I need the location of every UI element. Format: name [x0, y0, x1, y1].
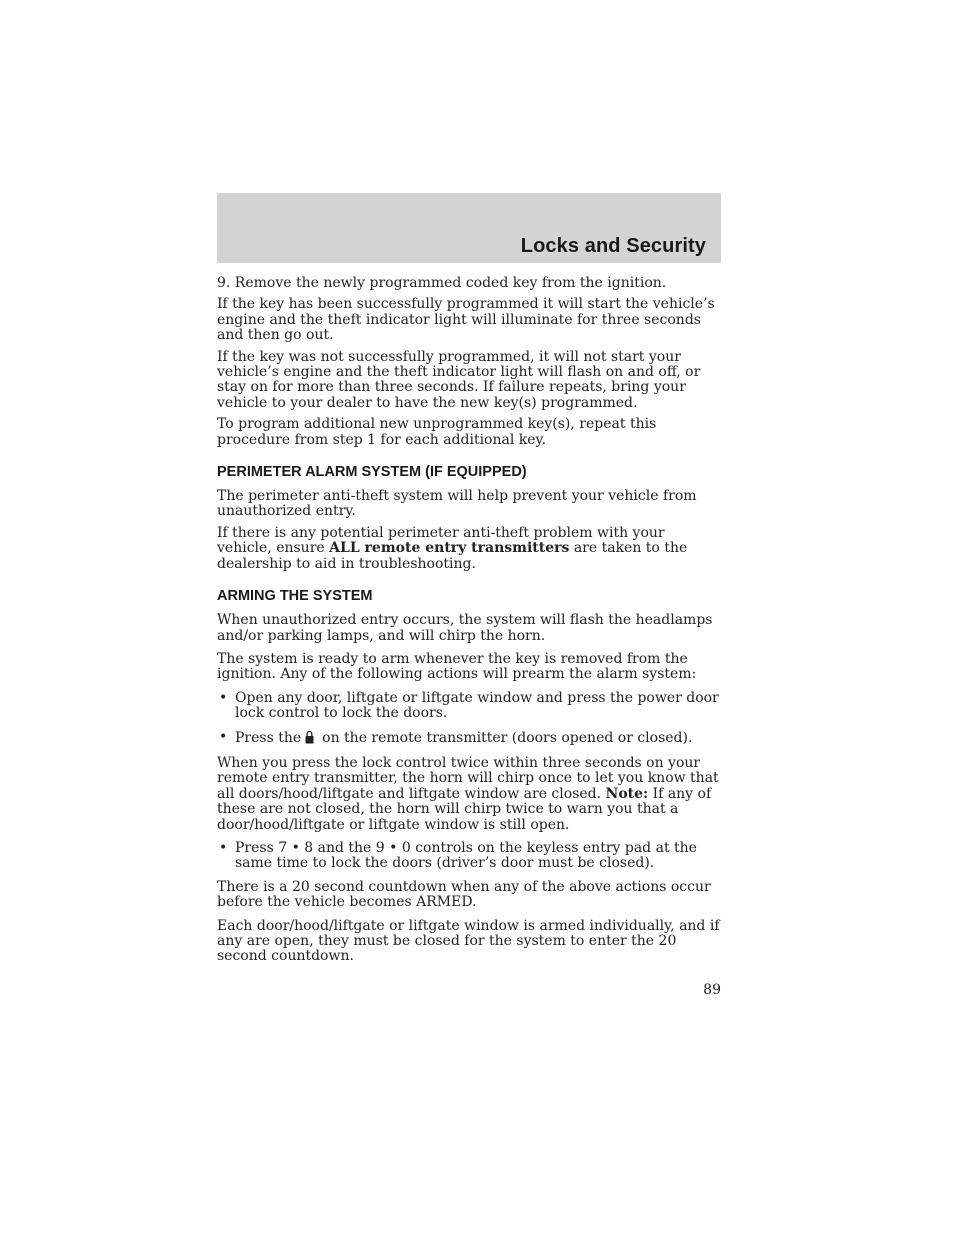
emphasis-transmitters: ALL remote entry transmitters — [329, 540, 570, 557]
text-span: on the remote transmitter (doors opened or closed). — [322, 729, 693, 746]
perimeter-intro-paragraph: The perimeter anti-theft system will help prevent your vehicle from unauthorized entry. — [217, 488, 697, 520]
keypad-actions-list — [217, 841, 721, 872]
list-item — [217, 730, 721, 748]
section-title: Locks and Security — [520, 235, 706, 257]
failure-paragraph: If the key was not successfully programmed, it will not start your vehicle’s engine and the theft indicator light will flash on and off, or stay on for more than three seconds. If failure repeats, bring your vehicle to your dealer to have the new key(s) programmed. — [217, 348, 701, 411]
arming-system-heading: ARMING THE SYSTEM — [217, 588, 373, 605]
page-content — [217, 276, 721, 971]
prearm-paragraph: The system is ready to arm whenever the key is removed from the ignition. Any of the following actions will prearm the alarm system: — [217, 650, 697, 683]
countdown-paragraph: There is a 20 second countdown when any of the above actions occur before the vehicle becomes ARMED. — [217, 878, 711, 911]
text-span: If there is any potential perimeter anti-theft problem with your vehicle, ensure — [217, 524, 665, 557]
perimeter-alarm-heading: PERIMETER ALARM SYSTEM (IF EQUIPPED) — [217, 464, 527, 481]
individual-arming-paragraph: Each door/hood/liftgate or liftgate window is armed individually, and if any are open, they must be closed for the system to enter the 20 second countdown. — [217, 917, 720, 965]
section-header-band — [217, 193, 721, 263]
emphasis-note: Note: — [605, 785, 649, 802]
text-span: If any of these are not closed, the horn will chirp twice to warn you that a door/hood/liftgate or liftgate window is still open. — [217, 785, 712, 833]
arming-intro-paragraph: When unauthorized entry occurs, the system will flash the headlamps and/or parking lamps, and will chirp the horn. — [217, 612, 713, 644]
success-paragraph: If the key has been successfully programmed it will start the vehicle’s engine and the theft indicator light will illuminate for three seconds and then go out. — [217, 296, 715, 344]
list-item: • Open any door, liftgate or liftgate window and press the power door lock control to lock the doors. — [217, 691, 721, 722]
text-span: When you press the lock control twice within three seconds on your remote entry transmitter, the horn will chirp once to let you know that all doors/hood/liftgate and liftgate window are closed. — [217, 754, 719, 802]
text-span: Press the — [235, 729, 302, 746]
lock-icon — [305, 730, 314, 748]
list-item: • Press 7 • 8 and the 9 • 0 controls on the keyless entry pad at the same time to lock the doors (driver’s door must be closed). — [217, 841, 721, 872]
chirp-paragraph — [217, 756, 721, 833]
prearm-actions-list — [217, 691, 721, 748]
text-span: are taken to the dealership to aid in troubleshooting. — [217, 540, 688, 572]
additional-keys-paragraph: To program additional new unprogrammed key(s), repeat this procedure from step 1 for each additional key. — [217, 416, 657, 448]
page-number: 89 — [703, 982, 721, 998]
perimeter-troubleshooting-paragraph — [217, 526, 721, 572]
step-9-text: 9. Remove the newly programmed coded key from the ignition. — [217, 275, 667, 291]
